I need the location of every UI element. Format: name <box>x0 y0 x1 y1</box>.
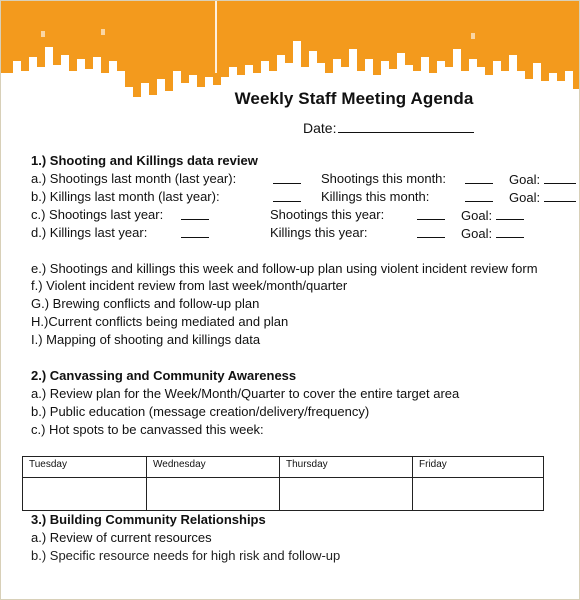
section-2-heading: 2.) Canvassing and Community Awareness <box>31 368 297 383</box>
row-a-middle-label: Shootings this month: <box>321 171 447 186</box>
row-c-goal[interactable]: Goal: <box>461 207 524 223</box>
section-3-heading: 3.) Building Community Relationships <box>31 512 266 527</box>
date-label: Date: <box>303 120 337 136</box>
day-header-thursday: Thursday <box>280 457 413 478</box>
item-g: G.) Brewing conflicts and follow-up plan <box>31 296 260 311</box>
section-3-item-a: a.) Review of current resources <box>31 530 212 545</box>
section-2-item-c: c.) Hot spots to be canvassed this week: <box>31 422 264 437</box>
row-a-goal[interactable]: Goal: <box>509 171 576 187</box>
city-skyline-banner <box>1 1 580 101</box>
row-a-blank[interactable] <box>273 171 301 187</box>
row-b-goal[interactable]: Goal: <box>509 189 576 205</box>
page-title: Weekly Staff Meeting Agenda <box>234 89 474 108</box>
row-b-blank[interactable] <box>273 189 301 205</box>
item-i: I.) Mapping of shooting and killings data <box>31 332 261 347</box>
canvass-days-table <box>22 456 544 511</box>
section-1-heading: 1.) Shooting and Killings data review <box>31 153 258 168</box>
row-b-middle-blank[interactable] <box>465 189 493 205</box>
date-field[interactable] <box>303 119 474 136</box>
item-e: e.) Shootings and killings this week and follow-up plan using violent incident review form <box>31 261 538 276</box>
day-cell-friday[interactable] <box>413 478 544 511</box>
day-header-tuesday: Tuesday <box>23 457 147 478</box>
day-cell-tuesday[interactable] <box>23 478 147 511</box>
row-d-goal[interactable]: Goal: <box>461 225 524 241</box>
section-2-item-a: a.) Review plan for the Week/Month/Quarter to cover the entire target area <box>31 386 460 401</box>
section-3-item-b: b.) Specific resource needs for high risk and follow-up <box>31 548 341 563</box>
day-cell-wednesday[interactable] <box>147 478 280 511</box>
row-d-label: d.) Killings last year: <box>31 225 148 240</box>
row-c-blank[interactable] <box>181 207 209 223</box>
row-a-middle-blank[interactable] <box>465 171 493 187</box>
day-cell-thursday[interactable] <box>280 478 413 511</box>
row-d-blank[interactable] <box>181 225 209 241</box>
item-f: f.) Violent incident review from last week/month/quarter <box>31 278 348 293</box>
row-a-label: a.) Shootings last month (last year): <box>31 171 237 186</box>
row-c-label: c.) Shootings last year: <box>31 207 164 222</box>
item-h: H.)Current conflicts being mediated and plan <box>31 314 289 329</box>
row-d-middle-blank[interactable] <box>417 225 445 241</box>
row-b-middle-label: Killings this month: <box>321 189 430 204</box>
row-c-middle-blank[interactable] <box>417 207 445 223</box>
row-d-middle-label: Killings this year: <box>270 225 368 240</box>
row-b-label: b.) Killings last month (last year): <box>31 189 220 204</box>
row-c-middle-label: Shootings this year: <box>270 207 385 222</box>
day-header-friday: Friday <box>413 457 544 478</box>
day-header-wednesday: Wednesday <box>147 457 280 478</box>
date-blank-line[interactable] <box>338 119 474 133</box>
section-2-item-b: b.) Public education (message creation/delivery/frequency) <box>31 404 370 419</box>
